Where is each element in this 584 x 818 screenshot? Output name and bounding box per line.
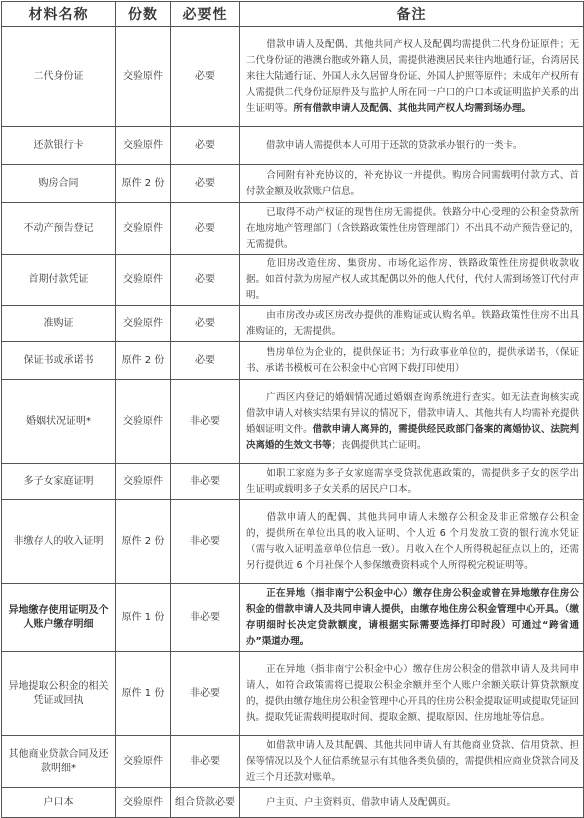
table-row xyxy=(2,584,584,652)
material-copies: 交验原件 xyxy=(116,127,171,165)
material-name: 还款银行卡 xyxy=(2,127,116,165)
material-copies: 交验原件 xyxy=(116,736,171,788)
material-name: 多子女家庭证明 xyxy=(2,464,116,500)
material-necessity: 非必要 xyxy=(171,500,240,584)
header-remarks: 备注 xyxy=(240,2,584,27)
material-name: 首期付款凭证 xyxy=(2,255,116,306)
material-name: 购房合同 xyxy=(2,165,116,203)
material-remarks: 由市房改办或区房改办提供的准购证或认购名单。铁路政策性住房不出具准购证的，无需提供。 xyxy=(240,306,584,342)
material-name: 异地缴存使用证明及个人账户缴存明细 xyxy=(2,584,116,652)
material-remarks: 正在异地（指非南宁公积金中心）缴存住房公积金的借款申请人及共同申请人，如符合政策需将已提取公积金余额并至个人账户余额关联计算贷款额度的，提供由缴存地住房公积金管理中心开具的住房公积金提取证明或提取凭证回执。提取凭证需载明提取时间、提取金额、提取原因、住房地址等信息。 xyxy=(240,652,584,736)
material-copies: 原件 2 份 xyxy=(116,165,171,203)
table-row xyxy=(2,306,584,342)
material-remarks: 已取得不动产权证的现售住房无需提供。铁路分中心受理的公积金贷款所在地房地产管理部门（含铁路政策性住房管理部门）不出具不动产预告登记的，无需提供。 xyxy=(240,203,584,255)
table-row xyxy=(2,342,584,380)
material-remarks: 售房单位为企业的，提供保证书；为行政事业单位的，提供承诺书，（保证书、承诺书模板可在公积金中心官网下载打印使用） xyxy=(240,342,584,380)
material-necessity: 非必要 xyxy=(171,584,240,652)
material-necessity: 必要 xyxy=(171,306,240,342)
material-copies: 原件 2 份 xyxy=(116,500,171,584)
material-copies: 交验原件 xyxy=(116,788,171,818)
material-name: 异地提取公积金的相关凭证或回执 xyxy=(2,652,116,736)
table-row xyxy=(2,464,584,500)
material-name: 其他商业贷款合同及还款明细* xyxy=(2,736,116,788)
material-necessity: 非必要 xyxy=(171,464,240,500)
table-row xyxy=(2,203,584,255)
material-name: 非缴存人的收入证明 xyxy=(2,500,116,584)
material-remarks: 借款申请人及配偶、其他共同产权人及配偶均需提供二代身份证原件；无二代身份证的港澳台胞或外籍人员，需提供港澳居民来往内地通行证，台湾居民来往大陆通行证、外国人永久居留身份证、外国人护照等原件；未成年产权所有人需提供二代身份证原件及与监护人所在同一户口的户口本或证明监护关系的出生证明等。所有借款申请人及配偶、其他共同产权人均需到场办理。 xyxy=(240,27,584,127)
material-copies: 交验原件 xyxy=(116,27,171,127)
table-header-row xyxy=(2,2,584,27)
table-row xyxy=(2,255,584,306)
header-copies: 份数 xyxy=(116,2,171,27)
material-remarks: 如职工家庭为多子女家庭需享受贷款优惠政策的，需提供多子女的医学出生证明或载明多子女关系的居民户口本。 xyxy=(240,464,584,500)
material-copies: 交验原件 xyxy=(116,306,171,342)
material-remarks: 借款申请人的配偶、其他共同申请人未缴存公积金及非正常缴存公积金的，提供所在单位出具的收入证明、个人近 6 个月发放工资的银行流水凭证（需与收入证明盖章单位信息一致）。月收入在个人所得税起征点以上的，还需另行提供近 6 个月社保个人参保缴费资料或个人所得税完税证明等。 xyxy=(240,500,584,584)
material-name: 户口本 xyxy=(2,788,116,818)
table-row xyxy=(2,165,584,203)
header-necessity: 必要性 xyxy=(171,2,240,27)
material-copies: 交验原件 xyxy=(116,380,171,464)
material-necessity: 非必要 xyxy=(171,380,240,464)
material-name: 不动产预告登记 xyxy=(2,203,116,255)
material-copies: 交验原件 xyxy=(116,255,171,306)
material-name: 保证书或承诺书 xyxy=(2,342,116,380)
material-remarks: 危旧房改造住房、集资房、市场化运作房、铁路政策性住房提供收款收据。如首付款为房屋产权人或其配偶以外的他人代付，代付人需到场签订代付声明。 xyxy=(240,255,584,306)
material-remarks: 如借款申请人及其配偶、其他共同申请人有其他商业贷款、信用贷款、担保等情况以及个人征信系统显示有其他各类负债的，需提供相应商业贷款合同及近三个月还款对账单。 xyxy=(240,736,584,788)
material-necessity: 非必要 xyxy=(171,736,240,788)
material-necessity: 必要 xyxy=(171,203,240,255)
table-row xyxy=(2,27,584,127)
material-copies: 原件 2 份 xyxy=(116,342,171,380)
material-copies: 原件 1 份 xyxy=(116,652,171,736)
material-remarks: 户主页、户主资料页、借款申请人及配偶页。 xyxy=(240,788,584,818)
material-remarks: 正在异地（指非南宁公积金中心）缴存住房公积金或曾在异地缴存住房公积金的借款申请人及共同申请人提供，由缴存地住房公积金管理中心开具。（缴存明细时长决定贷款额度，请根据实际需要选择打印时段）可通过“跨省通办”渠道办理。 xyxy=(240,584,584,652)
materials-table xyxy=(1,1,584,818)
material-name: 二代身份证 xyxy=(2,27,116,127)
material-necessity: 必要 xyxy=(171,342,240,380)
header-material-name: 材料名称 xyxy=(2,2,116,27)
table-row xyxy=(2,652,584,736)
table-row xyxy=(2,380,584,464)
material-remarks: 借款申请人需提供本人可用于还款的贷款承办银行的一类卡。 xyxy=(240,127,584,165)
material-necessity: 必要 xyxy=(171,255,240,306)
material-copies: 交验原件 xyxy=(116,203,171,255)
material-name: 婚姻状况证明* xyxy=(2,380,116,464)
table-row xyxy=(2,500,584,584)
material-copies: 原件 1 份 xyxy=(116,584,171,652)
material-remarks: 合同附有补充协议的，补充协议一并提供。购房合同需载明付款方式、首付款金额及收款账户信息。 xyxy=(240,165,584,203)
material-necessity: 非必要 xyxy=(171,652,240,736)
table-row xyxy=(2,736,584,788)
material-copies: 交验原件 xyxy=(116,464,171,500)
table-row xyxy=(2,788,584,818)
material-necessity: 组合贷款必要 xyxy=(171,788,240,818)
material-remarks: 广西区内登记的婚姻情况通过婚姻查询系统进行查实。如无法查询核实或借款申请人对核实结果有异议的情况下，借款申请人、其他共有人均需补充提供婚姻证明文件。借款申请人离异的，需提供经民政部门备案的离婚协议、法院判决离婚的生效文书等；丧偶提供其亡证明。 xyxy=(240,380,584,464)
material-necessity: 必要 xyxy=(171,165,240,203)
table-row xyxy=(2,127,584,165)
material-necessity: 必要 xyxy=(171,127,240,165)
material-name: 准购证 xyxy=(2,306,116,342)
material-necessity: 必要 xyxy=(171,27,240,127)
